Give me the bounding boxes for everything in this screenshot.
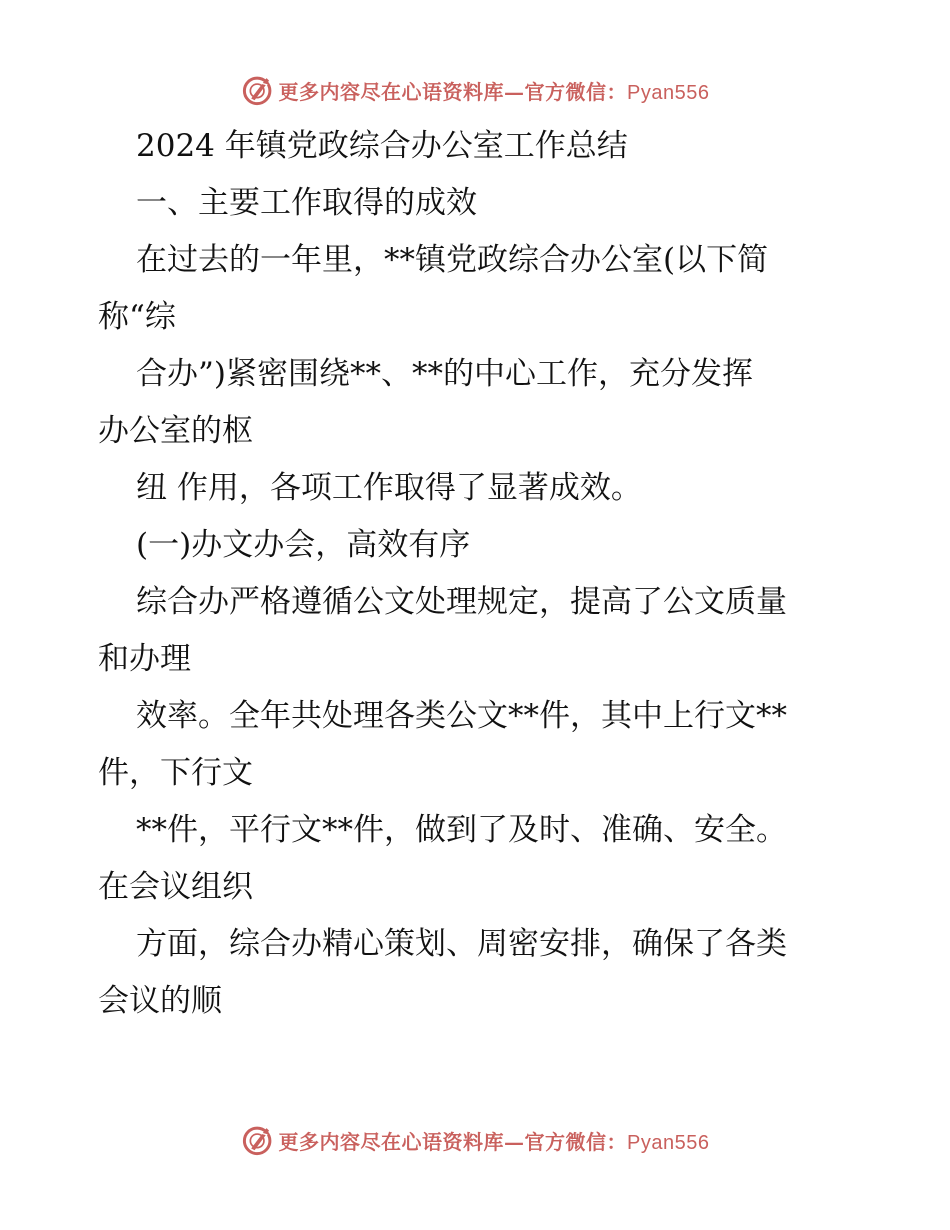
text-line: 会议的顺: [98, 983, 222, 1019]
header-watermark-banner: [0, 70, 950, 110]
watermark-text: 更多内容尽在心语资料库—官方微信：Pyan556: [278, 79, 710, 104]
text-line: 在过去的一年里，**镇党政综合办公室(以下简: [136, 242, 769, 278]
text-line: 办公室的枢: [98, 413, 253, 449]
text-line: **件，平行文**件，做到了及时、准确、安全。: [136, 812, 787, 848]
text-line: 效率。全年共处理各类公文**件，其中上行文**: [136, 698, 787, 734]
wechat-id: Pyan556: [627, 1131, 710, 1154]
footer-watermark-banner: [0, 1120, 950, 1160]
text-line: 和办理: [98, 641, 191, 677]
subsection-heading: (一)办文办会，高效有序: [136, 527, 471, 563]
document-title: 2024 年镇党政综合办公室工作总结: [136, 128, 628, 164]
document-body: [98, 118, 858, 1030]
text-line: 纽 作用，各项工作取得了显著成效。: [136, 470, 642, 506]
text-line: 件，下行文: [98, 755, 253, 791]
watermark-text: 更多内容尽在心语资料库—官方微信：Pyan556: [278, 1129, 710, 1154]
text-line: 在会议组织: [98, 869, 253, 905]
section-heading: 一、主要工作取得的成效: [136, 185, 477, 221]
text-line: 方面，综合办精心策划、周密安排，确保了各类: [136, 926, 787, 962]
quill-seal-logo-icon: [241, 73, 275, 107]
text-line: 综合办严格遵循公文处理规定，提高了公文质量: [136, 584, 787, 620]
quill-seal-logo-icon: [241, 1123, 275, 1157]
text-line: 称“综: [98, 299, 176, 335]
wechat-id: Pyan556: [627, 81, 710, 104]
text-line: 合办”)紧密围绕**、**的中心工作，充分发挥: [136, 356, 753, 392]
